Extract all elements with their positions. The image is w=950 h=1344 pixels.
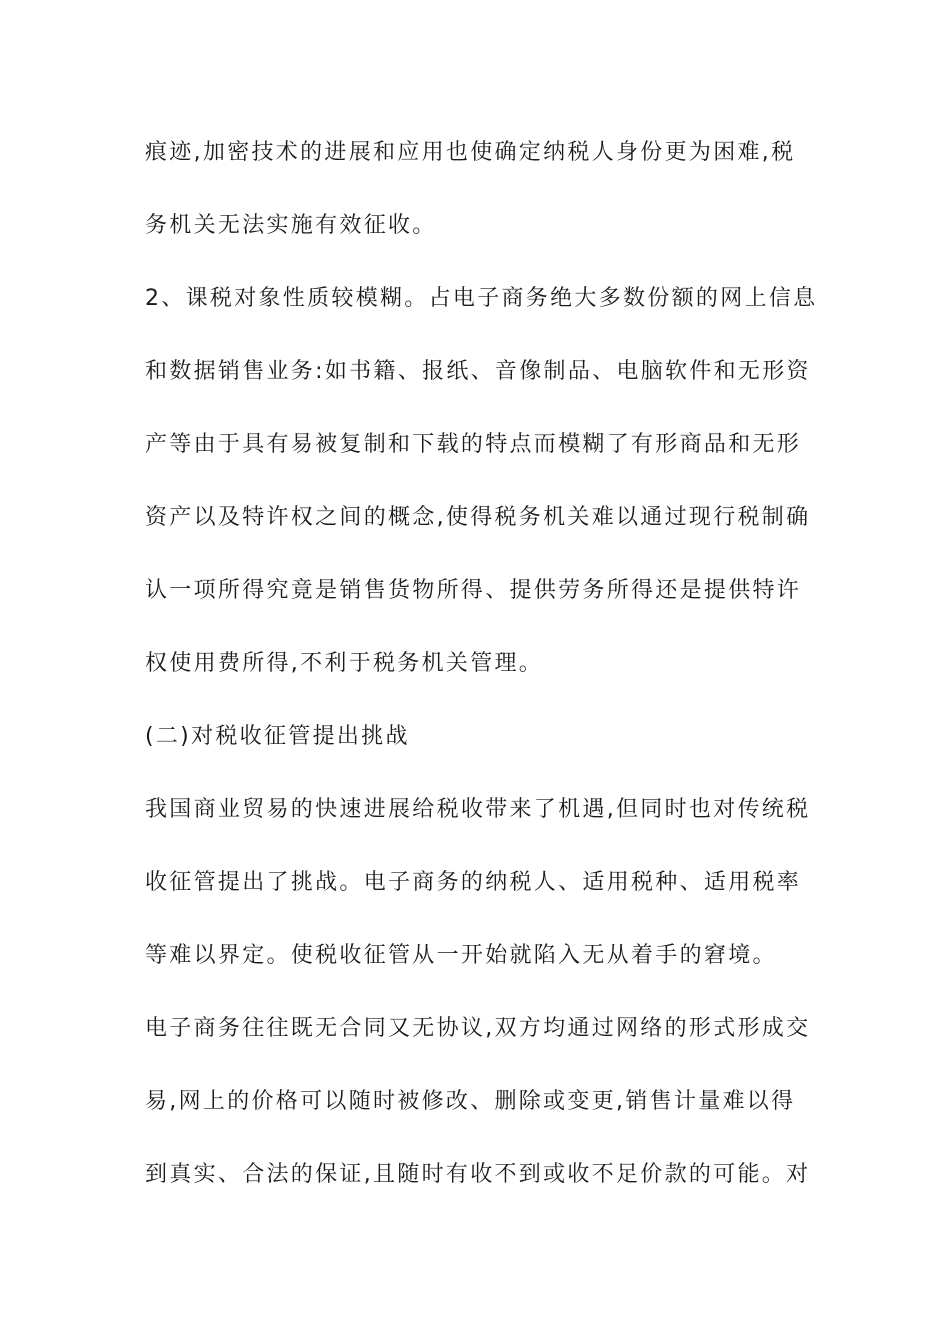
text-line: 务机关无法实施有效征收。 — [145, 213, 437, 238]
text-line: 权使用费所得,不利于税务机关管理。 — [145, 651, 544, 676]
text-line: 产等由于具有易被复制和下载的特点而模糊了有形商品和无形 — [145, 432, 802, 457]
text-line: 2、课税对象性质较模糊。占电子商务绝大多数份额的网上信息 — [145, 286, 818, 311]
text-line: 等难以界定。使税收征管从一开始就陷入无从着手的窘境。 — [145, 943, 777, 968]
text-line: 收征管提出了挑战。电子商务的纳税人、适用税种、适用税率 — [145, 870, 802, 895]
text-line: 电子商务往往既无合同又无协议,双方均通过网络的形式形成交 — [145, 1016, 811, 1041]
text-line: 痕迹,加密技术的进展和应用也使确定纳税人身份更为困难,税 — [145, 140, 796, 165]
text-line: 易,网上的价格可以随时被修改、删除或变更,销售计量难以得 — [145, 1089, 796, 1114]
text-line: 我国商业贸易的快速进展给税收带来了机遇,但同时也对传统税 — [145, 797, 811, 822]
text-line: 到真实、合法的保证,且随时有收不到或收不足价款的可能。对 — [145, 1162, 811, 1187]
text-line: 和数据销售业务:如书籍、报纸、音像制品、电脑软件和无形资 — [145, 359, 811, 384]
text-line: 认一项所得究竟是销售货物所得、提供劳务所得还是提供特许 — [145, 578, 802, 603]
section-heading: (二)对税收征管提出挑战 — [145, 724, 410, 749]
text-line: 资产以及特许权之间的概念,使得税务机关难以通过现行税制确 — [145, 505, 811, 530]
